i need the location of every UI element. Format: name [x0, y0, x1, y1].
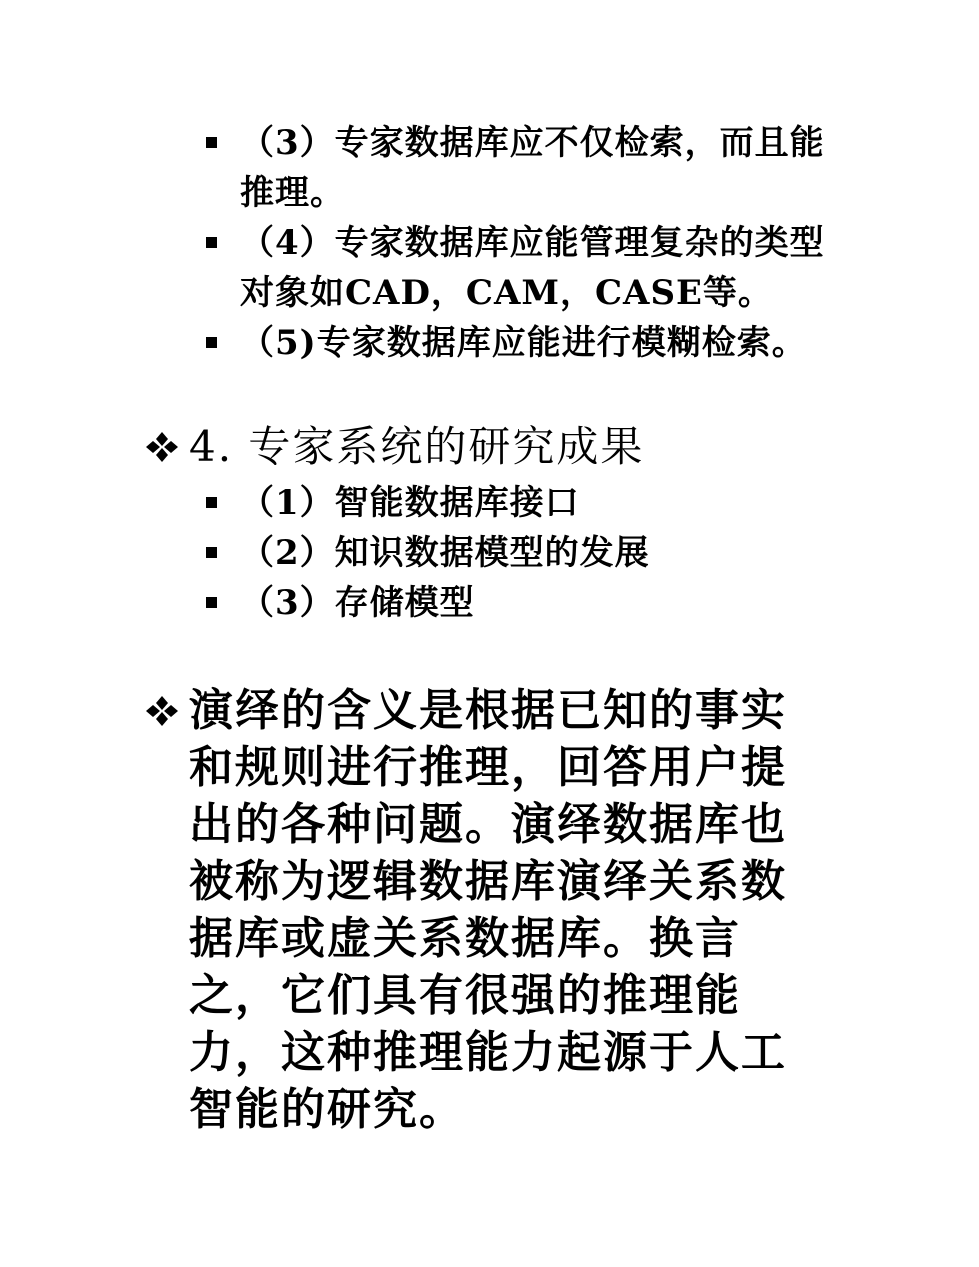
list-item-text: （5)专家数据库应能进行模糊检索。: [240, 323, 807, 363]
four-diamond-icon: [145, 430, 179, 464]
square-bullet-icon: [206, 547, 217, 558]
list-item-text: （2）知识数据模型的发展: [240, 533, 650, 573]
list-item-text: （3）存储模型: [240, 583, 475, 623]
list-item: [200, 528, 850, 578]
list-item-text: （4）专家数据库应能管理复杂的类型对象如CAD，CAM，CASE等。: [240, 223, 825, 313]
deduction-paragraph: [145, 682, 845, 1138]
list-item: [200, 578, 850, 628]
list-item: [200, 218, 850, 318]
list-item: [200, 478, 850, 528]
square-bullet-icon: [206, 137, 217, 148]
list-item-text: （1）智能数据库接口: [240, 483, 580, 523]
square-bullet-icon: [206, 597, 217, 608]
deduction-paragraph-text: 演绎的含义是根据已知的事实和规则进行推理，回答用户提出的各种问题。演绎数据库也被称为逻辑数据库演绎关系数据库或虚关系数据库。换言之，它们具有很强的推理能力，这种推理能力起源于人工智能的研究。: [189, 685, 787, 1135]
square-bullet-icon: [206, 237, 217, 248]
list-item-text: （3）专家数据库应不仅检索，而且能推理。: [240, 123, 825, 213]
list-item: [200, 118, 850, 218]
section-heading-text: 4. 专家系统的研究成果: [189, 422, 645, 471]
four-diamond-icon: [145, 694, 179, 728]
list-item: [200, 318, 900, 368]
square-bullet-icon: [206, 337, 217, 348]
section-heading: [145, 418, 845, 476]
square-bullet-icon: [206, 497, 217, 508]
